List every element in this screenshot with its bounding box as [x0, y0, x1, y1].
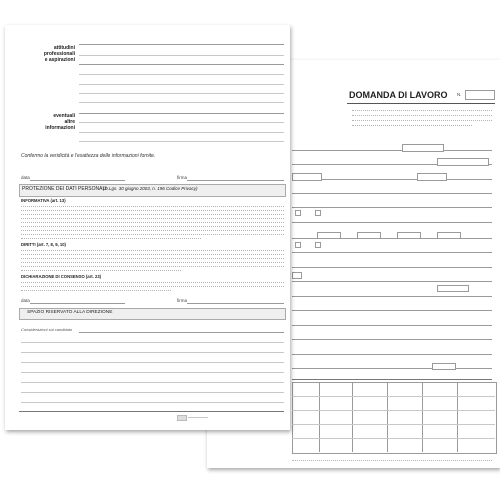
considerazioni-label: Considerazioni sul candidato — [21, 327, 73, 332]
form-title: DOMANDA DI LAVORO — [349, 90, 448, 100]
application-form-front-page — [5, 25, 290, 430]
date-field[interactable] — [402, 144, 444, 152]
confirm-text: Confermo la veridicità e l'esattezza delle informazioni fornite. — [21, 153, 156, 159]
privacy-title: PROTEZIONE DEI DATI PERSONALI — [22, 186, 107, 192]
informativa-title: INFORMATIVA (art. 13) — [21, 198, 66, 203]
eventual-info-label-3: informazioni — [45, 125, 75, 131]
field-line — [292, 150, 492, 151]
privacy-subtitle: (D.Lgs. 30 giugno 2003, n. 196 Codice Privacy) — [103, 186, 198, 191]
eventual-info-label-2: altre — [64, 119, 75, 125]
code-field[interactable] — [437, 158, 489, 166]
form-number-label: N. — [457, 92, 462, 97]
firma-label: firma — [177, 175, 187, 180]
form-number-field[interactable] — [465, 90, 495, 100]
consent-date-line[interactable] — [30, 303, 125, 304]
date-line[interactable] — [30, 180, 125, 181]
attitudes-label-2: professionali — [43, 51, 75, 57]
eventual-info-label-1: eventuali — [53, 113, 75, 119]
signature-line[interactable] — [187, 180, 284, 181]
riservato-title: SPAZIO RISERVATO ALLA DIREZIONE — [27, 310, 113, 315]
skills-table — [292, 382, 497, 454]
attitudes-label-1: attitudini — [53, 45, 75, 51]
attitudes-line — [79, 44, 284, 45]
title-rule — [347, 103, 495, 104]
data-label: data — [21, 175, 30, 180]
checkbox[interactable] — [315, 210, 321, 216]
consent-signature-line[interactable] — [187, 303, 284, 304]
data-label-2: data — [21, 298, 30, 303]
diritti-title: DIRITTI (art. 7, 8, 9, 10) — [21, 242, 66, 247]
checkbox[interactable] — [295, 210, 301, 216]
footer-rule — [19, 411, 284, 412]
dichiarazione-title: DICHIARAZIONE DI CONSENSO (art. 23) — [21, 274, 102, 279]
checkbox[interactable] — [315, 242, 321, 248]
brand-mark — [177, 415, 187, 421]
firma-label-2: firma — [177, 298, 187, 303]
checkbox[interactable] — [295, 242, 301, 248]
attitudes-label-3: e aspirazioni — [44, 57, 75, 63]
